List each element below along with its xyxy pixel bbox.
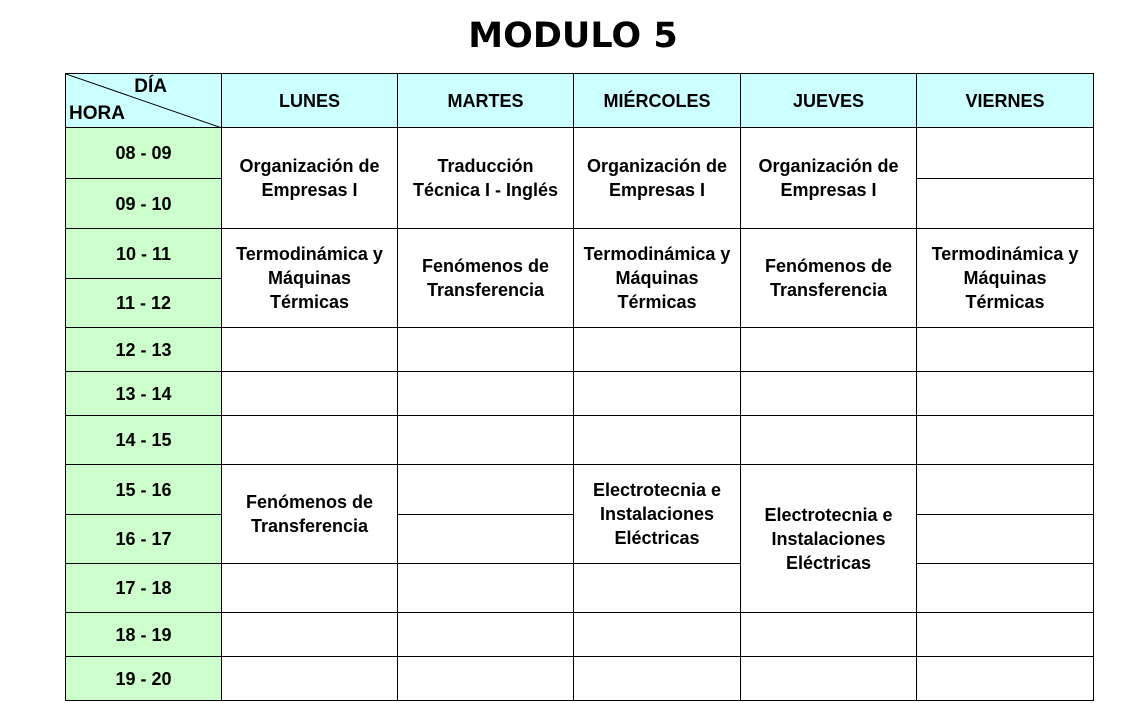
hour-cell: 15 - 16 — [66, 465, 222, 515]
empty-cell — [574, 613, 741, 657]
empty-cell — [741, 328, 917, 372]
hour-cell: 09 - 10 — [66, 179, 222, 229]
class-miercoles-15 — [574, 465, 741, 564]
empty-cell — [574, 372, 741, 416]
class-line: Electrotecnia e — [592, 480, 722, 500]
class-miercoles-10 — [574, 229, 741, 328]
hour-cell: 16 - 17 — [66, 515, 222, 564]
page-title: MODULO 5 — [468, 16, 678, 56]
empty-cell — [398, 515, 574, 564]
empty-cell — [574, 564, 741, 613]
class-line: Organización de — [239, 156, 380, 176]
empty-cell — [917, 465, 1094, 515]
empty-cell — [741, 372, 917, 416]
empty-cell — [917, 328, 1094, 372]
day-header-martes: MARTES — [398, 74, 574, 128]
class-line: Traducción — [437, 156, 534, 176]
hour-cell: 13 - 14 — [66, 372, 222, 416]
empty-cell — [917, 416, 1094, 465]
empty-cell — [917, 564, 1094, 613]
class-line: Técnica I - Inglés — [412, 180, 559, 200]
empty-cell — [398, 657, 574, 701]
class-line: Eléctricas — [785, 552, 872, 573]
empty-cell — [741, 416, 917, 465]
class-line: Empresas I — [261, 180, 358, 200]
empty-cell — [917, 179, 1094, 229]
empty-cell — [398, 328, 574, 372]
hour-row — [66, 229, 1094, 279]
hour-row — [66, 372, 1094, 416]
class-line: Máquinas — [963, 268, 1047, 288]
hour-cell: 12 - 13 — [66, 328, 222, 372]
class-line: Instalaciones — [599, 504, 715, 524]
hour-cell: 08 - 09 — [66, 128, 222, 179]
class-line: Térmicas — [269, 292, 350, 312]
hour-cell: 10 - 11 — [66, 229, 222, 279]
hour-row — [66, 465, 1094, 515]
day-header-miercoles: MIÉRCOLES — [574, 74, 741, 128]
class-martes-08 — [398, 128, 574, 229]
class-line: Eléctricas — [614, 528, 700, 548]
class-lunes-08 — [222, 128, 398, 229]
empty-cell — [222, 416, 398, 465]
day-header-jueves: JUEVES — [741, 74, 917, 128]
hour-row — [66, 128, 1094, 179]
empty-cell — [222, 657, 398, 701]
empty-cell — [398, 613, 574, 657]
header-row — [66, 74, 1094, 128]
hora-label: HORA — [69, 103, 125, 124]
class-lunes-10 — [222, 229, 398, 328]
class-line: Máquinas — [615, 268, 699, 288]
day-header-viernes: VIERNES — [917, 74, 1094, 128]
empty-cell — [398, 564, 574, 613]
class-miercoles-08 — [574, 128, 741, 229]
empty-cell — [398, 372, 574, 416]
class-line: Termodinámica y — [236, 244, 383, 264]
class-line: Transferencia — [769, 280, 888, 300]
class-line: Transferencia — [426, 280, 545, 300]
corner-cell — [66, 74, 222, 128]
hour-cell: 14 - 15 — [66, 416, 222, 465]
class-line: Organización de — [586, 156, 728, 176]
hour-cell: 18 - 19 — [66, 613, 222, 657]
empty-cell — [741, 657, 917, 701]
day-header-lunes: LUNES — [222, 74, 398, 128]
class-line: Máquinas — [267, 268, 351, 288]
schedule-table — [65, 73, 1094, 701]
empty-cell — [222, 564, 398, 613]
empty-cell — [398, 465, 574, 515]
hour-row — [66, 657, 1094, 701]
class-line: Térmicas — [965, 292, 1045, 312]
hour-row — [66, 613, 1094, 657]
class-jueves-08 — [741, 128, 917, 229]
class-viernes-10 — [917, 229, 1094, 328]
class-line: Empresas I — [608, 180, 706, 200]
class-jueves-10 — [741, 229, 917, 328]
hour-row — [66, 564, 1094, 613]
dia-label: DÍA — [134, 76, 167, 97]
class-line: Empresas I — [780, 180, 877, 200]
empty-cell — [574, 328, 741, 372]
class-line: Térmicas — [617, 292, 697, 312]
class-line: Termodinámica y — [931, 244, 1079, 264]
class-line: Fenómenos de — [764, 256, 893, 276]
empty-cell — [574, 657, 741, 701]
class-jueves-15 — [741, 465, 917, 613]
empty-cell — [917, 613, 1094, 657]
hour-row — [66, 328, 1094, 372]
hour-row — [66, 416, 1094, 465]
class-line: Electrotecnia e — [764, 504, 893, 525]
empty-cell — [917, 372, 1094, 416]
hour-cell: 17 - 18 — [66, 564, 222, 613]
class-line: Instalaciones — [771, 528, 886, 549]
class-martes-10 — [398, 229, 574, 328]
empty-cell — [222, 613, 398, 657]
class-line: Fenómenos de — [245, 492, 374, 512]
empty-cell — [222, 328, 398, 372]
class-lunes-15 — [222, 465, 398, 564]
empty-cell — [917, 515, 1094, 564]
hour-cell: 19 - 20 — [66, 657, 222, 701]
empty-cell — [917, 657, 1094, 701]
empty-cell — [574, 416, 741, 465]
empty-cell — [741, 613, 917, 657]
class-line: Organización de — [758, 156, 899, 176]
class-line: Termodinámica y — [583, 244, 731, 264]
hour-cell: 11 - 12 — [66, 279, 222, 328]
empty-cell — [222, 372, 398, 416]
class-line: Transferencia — [250, 516, 369, 536]
class-line: Fenómenos de — [421, 256, 550, 276]
empty-cell — [917, 128, 1094, 179]
empty-cell — [398, 416, 574, 465]
